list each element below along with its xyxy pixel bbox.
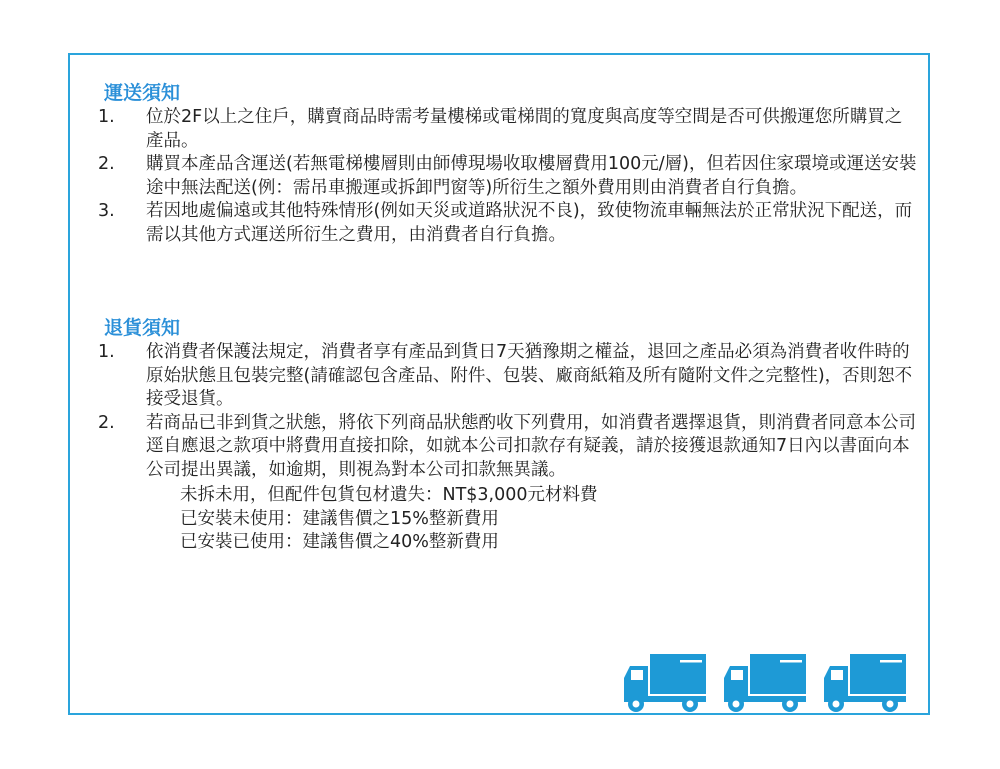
- delivery-truck-icon: [720, 652, 810, 716]
- return-notice-list: [98, 341, 918, 555]
- return-notice-title: 退貨須知: [104, 317, 181, 339]
- fee-list: [180, 484, 918, 555]
- fee-item: 未拆未用，但配件包貨包材遺失：NT$3,000元材料費: [180, 485, 598, 505]
- list-item: [98, 200, 918, 247]
- item-number: 2.: [98, 154, 115, 174]
- item-number: 2.: [98, 412, 115, 433]
- item-number: 1.: [98, 107, 115, 127]
- delivery-truck-icon: [820, 652, 910, 716]
- item-text: 依消費者保護法規定，消費者享有產品到貨日7天猶豫期之權益，退回之產品必須為消費者收件時的原始狀態且包裝完整(請確認包含產品、附件、包裝、廠商紙箱及所有隨附文件之完整性)，否則恕不接受退貨。: [146, 342, 913, 409]
- fee-item: 已安裝未使用：建議售價之15%整新費用: [180, 508, 499, 529]
- list-item: [98, 153, 918, 200]
- delivery-truck-icon: [620, 652, 710, 716]
- item-text: 若商品已非到貨之狀態，將依下列商品狀態酌收下列費用，如消費者選擇退貨，則消費者同意本公司逕自應退之款項中將費用直接扣除，如就本公司扣款存有疑義，請於接獲退款通知7日內以書面向本公司提出異議，如逾期，則視為對本公司扣款無異議。: [146, 412, 916, 480]
- item-text: 購買本產品含運送(若無電梯樓層則由師傅現場收取樓層費用100元/層)，但若因住家環境或運送安裝途中無法配送(例：需吊車搬運或拆卸門窗等)所衍生之額外費用則由消費者自行負擔。: [146, 154, 917, 198]
- item-number: 1.: [98, 342, 115, 362]
- item-number: 3.: [98, 201, 115, 221]
- shipping-notice-list: [98, 106, 918, 247]
- list-item: [98, 412, 918, 555]
- list-item: [98, 341, 918, 412]
- truck-icons: [620, 652, 910, 716]
- shipping-notice-title: 運送須知: [104, 82, 181, 104]
- item-text: 位於2F以上之住戶，購賣商品時需考量樓梯或電梯間的寬度與高度等空間是否可供搬運您所購買之產品。: [146, 107, 903, 151]
- list-item: [98, 106, 918, 153]
- fee-item: 已安裝已使用：建議售價之40%整新費用: [180, 532, 499, 552]
- item-text: 若因地處偏遠或其他特殊情形(例如天災或道路狀況不良)，致使物流車輛無法於正常狀況下配送，而需以其他方式運送所衍生之費用，由消費者自行負擔。: [146, 201, 913, 245]
